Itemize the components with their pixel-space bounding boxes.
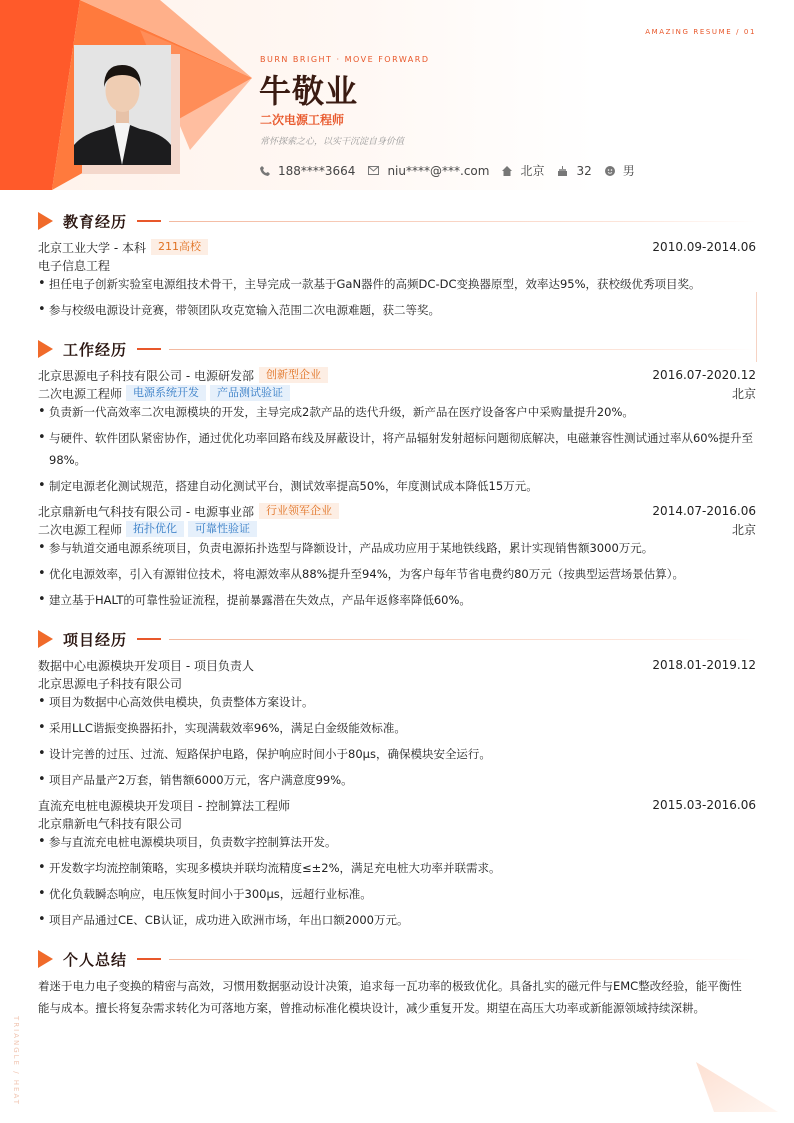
job-city: 北京 — [731, 386, 756, 401]
project-2-row — [38, 796, 756, 814]
job-2-bullets — [38, 537, 756, 615]
school-name: 北京工业大学 - 本科 — [38, 240, 146, 255]
list-item: • 项目为数据中心高效供电模块，负责整体方案设计。 — [38, 691, 756, 713]
project-1-row — [38, 656, 756, 674]
section-title: 教育经历 — [63, 212, 128, 231]
list-item: • 参与校级电源设计竞赛，带领团队攻克宽输入范围二次电源难题，获二等奖。 — [38, 299, 756, 321]
section-triangle-icon — [38, 630, 53, 648]
company-badge: 行业领军企业 — [259, 503, 339, 519]
education-bullets — [38, 273, 756, 325]
section-divider — [169, 221, 756, 222]
contact-phone[interactable] — [260, 164, 355, 178]
project-2-bullets — [38, 831, 756, 935]
list-item: • 项目产品通过CE、CB认证，成功进入欧洲市场，年出口额2000万元。 — [38, 909, 756, 931]
project-1-company-row — [38, 674, 756, 692]
section-dash — [137, 348, 161, 350]
age-text: 32 — [576, 163, 592, 178]
contact-email[interactable] — [368, 164, 489, 178]
contact-age — [557, 164, 591, 178]
section-dash — [137, 220, 161, 222]
phone-icon — [260, 166, 270, 176]
location-text: 北京 — [520, 164, 545, 178]
skill-tag: 可靠性验证 — [188, 521, 257, 537]
list-item: • 参与直流充电桩电源模块项目，负责数字控制算法开发。 — [38, 831, 756, 853]
project-name: 直流充电桩电源模块开发项目 - 控制算法工程师 — [38, 798, 290, 813]
section-dash — [137, 958, 161, 960]
project-1-bullets — [38, 691, 756, 795]
list-item: • 开发数字均流控制策略，实现多模块并联均流精度≤±2%，满足充电桩大功率并联需求。 — [38, 857, 756, 879]
section-divider — [169, 959, 756, 960]
candidate-name: 牛敬业 — [259, 72, 359, 110]
candidate-tagline: 常怀探索之心，以实干沉淀自身价值 — [260, 137, 405, 147]
section-title: 个人总结 — [63, 950, 128, 969]
job-date: 2016.07-2020.12 — [652, 368, 756, 382]
section-triangle-icon — [38, 340, 53, 358]
job-city: 北京 — [731, 522, 756, 537]
contact-gender — [605, 162, 635, 179]
job-2-row — [38, 502, 756, 520]
skill-tag: 拓扑优化 — [126, 521, 184, 537]
skill-tag: 产品测试验证 — [210, 385, 290, 401]
list-item: • 采用LLC谐振变换器拓扑，实现满载效率96%，满足白金级能效标准。 — [38, 717, 756, 739]
job-1-row — [38, 366, 756, 384]
skill-tag: 电源系统开发 — [126, 385, 206, 401]
project-company: 北京思源电子科技有限公司 — [38, 676, 183, 691]
gender-icon — [605, 166, 615, 176]
job-company: 北京思源电子科技有限公司 - 电源研发部 — [38, 368, 254, 383]
education-major-row — [38, 256, 756, 274]
list-item: • 优化负载瞬态响应，电压恢复时间小于300μs，远超行业标准。 — [38, 883, 756, 905]
section-title: 项目经历 — [63, 630, 128, 649]
list-item: • 与硬件、软件团队紧密协作，通过优化功率回路布线及屏蔽设计，将产品辐射发射超标问题彻底解决，电磁兼容性测试通过率从60%提升至98%。 — [38, 427, 756, 471]
list-item: • 制定电源老化测试规范，搭建自动化测试平台，测试效率提高50%，年度测试成本降低15万元。 — [38, 475, 756, 497]
home-icon — [502, 166, 512, 176]
job-company: 北京鼎新电气科技有限公司 - 电源事业部 — [38, 504, 254, 519]
section-triangle-icon — [38, 950, 53, 968]
cake-icon — [557, 166, 568, 176]
company-badge: 创新型企业 — [259, 367, 328, 383]
side-watermark: TRIANGLE / HEAT — [12, 1016, 20, 1106]
project-date: 2015.03-2016.06 — [652, 798, 756, 812]
list-item: • 优化电源效率，引入有源钳位技术，将电源效率从88%提升至94%，为客户每年节省电费约80万元（按典型运营场景估算）。 — [38, 563, 756, 585]
email-text: niu****@***.com — [387, 163, 490, 178]
corner-triangle-decoration — [696, 1062, 778, 1112]
project-company: 北京鼎新电气科技有限公司 — [38, 816, 183, 831]
list-item: • 担任电子创新实验室电源组技术骨干，主导完成一款基于GaN器件的高频DC-DC变换器原型，效率达95%，获校级优秀项目奖。 — [38, 273, 756, 295]
job-position: 二次电源工程师 — [38, 522, 123, 537]
profile-photo — [74, 45, 171, 165]
list-item: • 参与轨道交通电源系统项目，负责电源拓扑选型与降额设计，产品成功应用于某地铁线路，累计实现销售额3000万元。 — [38, 537, 756, 559]
list-item: • 设计完善的过压、过流、短路保护电路，保护响应时间小于80μs，确保模块安全运行。 — [38, 743, 756, 765]
section-title: 工作经历 — [63, 340, 128, 359]
section-divider — [169, 639, 756, 640]
section-summary-header — [38, 949, 756, 969]
contact-bar — [260, 162, 648, 179]
job-2-position-row — [38, 520, 756, 538]
section-dash — [137, 638, 161, 640]
contact-location — [502, 162, 544, 179]
list-item: • 负责新一代高效率二次电源模块的开发，主导完成2款产品的迭代升级，新产品在医疗设备客户中采购量提升20%。 — [38, 401, 756, 423]
project-date: 2018.01-2019.12 — [652, 658, 756, 672]
job-date: 2014.07-2016.06 — [652, 504, 756, 518]
list-item: • 项目产品量产2万套，销售额6000万元，客户满意度99%。 — [38, 769, 756, 791]
section-divider — [169, 349, 756, 350]
section-triangle-icon — [38, 212, 53, 230]
project-name: 数据中心电源模块开发项目 - 项目负责人 — [38, 658, 254, 673]
resume-page-tag: AMAZING RESUME / 01 — [645, 28, 756, 36]
decorative-vertical-line — [756, 292, 757, 362]
section-education-header — [38, 211, 756, 231]
job-1-bullets — [38, 401, 756, 501]
header-motto: BURN BRIGHT · MOVE FORWARD — [260, 55, 430, 64]
education-row — [38, 238, 756, 256]
candidate-role: 二次电源工程师 — [260, 113, 345, 127]
project-2-company-row — [38, 814, 756, 832]
phone-text: 188****3664 — [278, 163, 356, 178]
mail-icon — [368, 166, 379, 175]
job-1-position-row — [38, 384, 756, 402]
job-position: 二次电源工程师 — [38, 386, 123, 401]
section-projects-header — [38, 629, 756, 649]
gender-text: 男 — [622, 164, 635, 178]
list-item: • 建立基于HALT的可靠性验证流程，提前暴露潜在失效点，产品年返修率降低60%。 — [38, 589, 756, 611]
section-work-header — [38, 339, 756, 359]
summary-text: 着迷于电力电子变换的精密与高效，习惯用数据驱动设计决策，追求每一瓦功率的极致优化。具备扎实的磁元件与EMC整改经验，能平衡性能与成本。擅长将复杂需求转化为可落地方案，曾推动标准化模块设计，减少重复开发。期望在高压大功率或新能源领域持续深耕。 — [38, 979, 742, 1015]
education-date: 2010.09-2014.06 — [652, 240, 756, 254]
school-badge: 211高校 — [151, 239, 208, 255]
education-major: 电子信息工程 — [38, 258, 111, 273]
